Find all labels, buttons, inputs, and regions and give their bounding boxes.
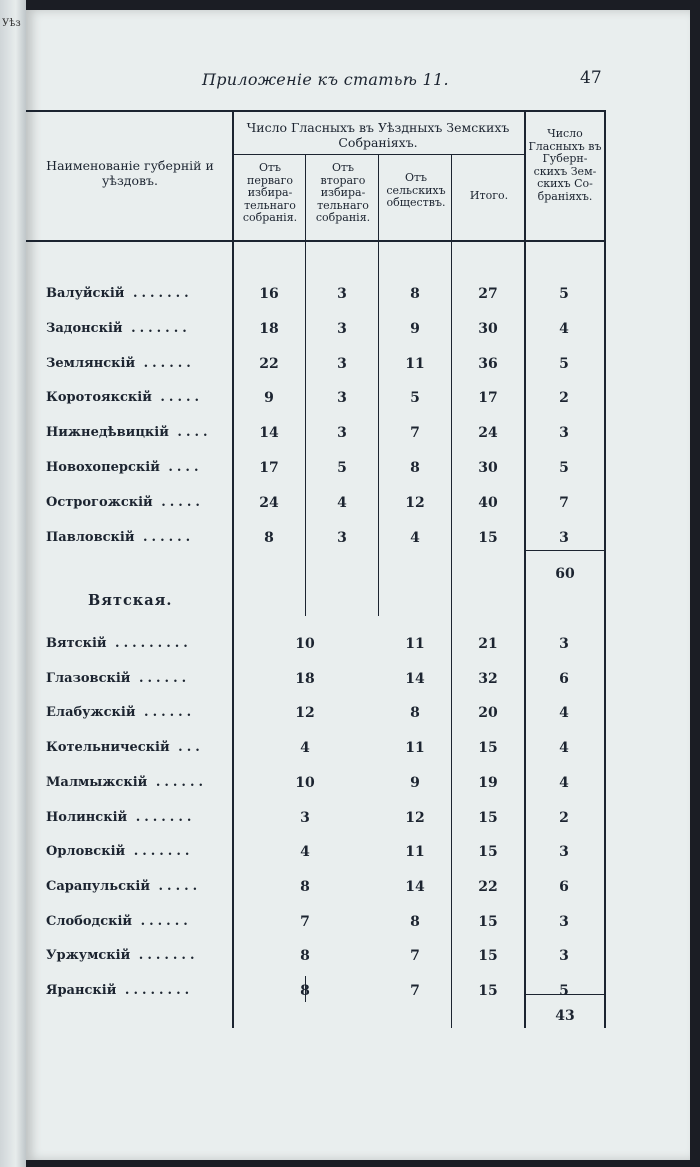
leader-dots: .......	[127, 809, 196, 825]
cell-gub: 7	[559, 494, 569, 511]
col-divider-4	[451, 154, 452, 1028]
row-name: Орловскiй .......	[46, 844, 194, 860]
left-page-edge	[0, 0, 26, 1167]
cell-total: 15	[478, 529, 498, 546]
cell-total: 24	[478, 425, 498, 442]
leader-dots: .......	[130, 948, 199, 964]
header-gubernia-assembly: Число Гласныхъ въ Губерн-скихъ Зем-скихъ Со-бранiяхъ.	[528, 127, 602, 203]
row-name: Слободскiй ......	[46, 913, 192, 929]
row-name: Яранскiй ........	[46, 983, 194, 998]
cell-total: 15	[478, 983, 498, 999]
header-bottom-rule	[26, 240, 604, 242]
row-name: Коротоякскiй .....	[46, 390, 204, 406]
row-name: Сарапульскiй .....	[46, 878, 202, 894]
cell-total: 30	[478, 460, 498, 476]
cell-total: 19	[478, 774, 498, 791]
cell-first: 8	[300, 878, 310, 895]
subtotal-section2: 43	[555, 1008, 575, 1024]
leader-dots: .........	[106, 636, 192, 651]
statistics-table	[26, 10, 690, 1160]
cell-first: 8	[300, 983, 310, 999]
cell-second: 3	[337, 286, 347, 302]
row-name: Котельническiй ...	[46, 740, 204, 756]
cell-gub: 4	[559, 705, 569, 722]
leader-dots: .....	[152, 494, 204, 510]
row-name: Землянскiй ......	[46, 355, 195, 371]
cell-total: 36	[478, 355, 498, 372]
row-name: Малмыжскiй ......	[46, 774, 208, 790]
subtotal-rule-1	[524, 550, 604, 551]
cell-gub: 5	[559, 355, 569, 372]
header-first-assembly: Отъ перваго избира-тельнаго собранiя.	[242, 161, 298, 224]
header-uezd-group: Число Гласныхъ въ Уѣздныхъ Земскихъ Собранiяхъ.	[246, 120, 510, 150]
cell-total: 22	[478, 878, 498, 895]
cell-gub: 3	[559, 425, 569, 442]
cell-rural: 7	[410, 425, 420, 442]
row-name: Нолинскiй .......	[46, 809, 196, 825]
running-head-title: Приложенiе къ статьѣ 11.	[202, 70, 449, 89]
subtotal-section1: 60	[555, 566, 575, 582]
col-divider-5	[524, 110, 526, 1028]
cell-gub: 4	[559, 320, 569, 337]
cell-gub: 3	[559, 529, 569, 546]
cell-total: 40	[478, 494, 498, 511]
cell-first: 17	[259, 460, 279, 476]
page-number: 47	[580, 68, 602, 88]
cell-second: 3	[337, 390, 347, 407]
leader-dots: ......	[130, 670, 191, 686]
leader-dots: .......	[122, 320, 191, 336]
cell-gub: 3	[559, 948, 569, 965]
cell-first: 8	[300, 948, 310, 965]
leader-dots: .......	[125, 844, 194, 860]
cell-first: 4	[300, 740, 310, 757]
cell-total: 30	[478, 320, 498, 337]
cell-total: 15	[478, 913, 498, 930]
row-name: Задонскiй .......	[46, 320, 191, 336]
cell-gub: 3	[559, 844, 569, 861]
cell-second: 3	[337, 355, 347, 372]
cell-rural: 14	[405, 670, 425, 687]
cell-rural: 8	[410, 286, 420, 302]
cell-gub: 5	[559, 286, 569, 302]
cell-gub: 3	[559, 636, 569, 652]
cell-rural: 7	[410, 983, 420, 999]
leader-dots: ....	[168, 425, 212, 441]
cell-rural: 11	[405, 636, 425, 652]
cell-gub: 6	[559, 670, 569, 687]
cell-total: 15	[478, 844, 498, 861]
leader-dots: ........	[116, 983, 194, 998]
cell-total: 15	[478, 948, 498, 965]
cell-first: 14	[259, 425, 279, 442]
cell-rural: 4	[410, 529, 420, 546]
cell-first: 7	[300, 913, 310, 930]
cell-first: 22	[259, 355, 279, 372]
header-second-assembly: Отъ втораго избира-тельнаго собранiя.	[315, 161, 371, 224]
cell-rural: 8	[410, 460, 420, 476]
header-name-column: Наименованiе губернiй и уѣздовъ.	[46, 158, 214, 188]
row-name: Глазовскiй ......	[46, 670, 191, 686]
row-name: Вятскiй .........	[46, 636, 192, 651]
cell-first: 18	[259, 320, 279, 337]
cell-first: 18	[295, 670, 315, 687]
cell-gub: 3	[559, 913, 569, 930]
cell-second: 3	[337, 425, 347, 442]
header-rural-societies: Отъ сельскихъ обществъ.	[386, 171, 446, 209]
row-name: Елабужскiй ......	[46, 705, 196, 721]
cell-first: 16	[259, 286, 279, 302]
leader-dots: ...	[169, 740, 204, 756]
cell-rural: 7	[410, 948, 420, 965]
cell-first: 4	[300, 844, 310, 861]
leader-dots: ......	[135, 705, 196, 721]
cell-total: 15	[478, 809, 498, 826]
cell-rural: 11	[405, 355, 425, 372]
cell-first: 10	[295, 774, 315, 791]
leader-dots: ......	[147, 774, 208, 790]
cell-rural: 11	[405, 844, 425, 861]
cell-rural: 11	[405, 740, 425, 757]
cell-second: 3	[337, 320, 347, 337]
row-name: Валуйскiй .......	[46, 286, 193, 301]
cell-second: 4	[337, 494, 347, 511]
book-page	[26, 10, 690, 1160]
cell-first: 9	[264, 390, 274, 407]
leader-dots: .....	[150, 878, 202, 894]
cell-gub: 2	[559, 390, 569, 407]
leader-dots: ......	[132, 913, 192, 929]
cell-total: 21	[478, 636, 498, 652]
col-divider-1	[232, 110, 234, 1028]
cell-rural: 12	[405, 809, 425, 826]
cell-second: 3	[337, 529, 347, 546]
row-name: Павловскiй ......	[46, 529, 195, 545]
cell-gub: 4	[559, 774, 569, 791]
row-name: Нижнедѣвицкiй ....	[46, 425, 212, 441]
leader-dots: ......	[135, 355, 195, 371]
cell-total: 17	[478, 390, 498, 407]
cell-first: 10	[295, 636, 315, 652]
cell-second: 5	[337, 460, 347, 476]
cell-gub: 2	[559, 809, 569, 826]
leader-dots: ....	[159, 460, 203, 475]
cell-first: 3	[300, 809, 310, 826]
cell-first: 8	[264, 529, 274, 546]
table-right-rule	[604, 110, 606, 1028]
cell-gub: 5	[559, 460, 569, 476]
leader-dots: .....	[151, 390, 204, 406]
cell-total: 15	[478, 740, 498, 757]
row-name: Острогожскiй .....	[46, 494, 204, 510]
cell-first: 12	[295, 705, 315, 722]
cell-rural: 14	[405, 878, 425, 895]
col-divider-3	[378, 154, 379, 616]
section-title: Вятская.	[88, 592, 173, 609]
leader-dots: ......	[134, 529, 195, 545]
left-edge-text: Уѣз	[2, 18, 21, 29]
table-top-rule	[26, 110, 604, 112]
header-total: Итого.	[469, 189, 509, 202]
cell-rural: 5	[410, 390, 420, 407]
cell-total: 27	[478, 286, 498, 302]
cell-first: 24	[259, 494, 279, 511]
cell-gub: 4	[559, 740, 569, 757]
row-name: Новохоперскiй ....	[46, 460, 203, 475]
cell-rural: 12	[405, 494, 425, 511]
cell-rural: 8	[410, 705, 420, 722]
cell-total: 32	[478, 670, 498, 687]
cell-gub: 5	[559, 983, 569, 999]
cell-rural: 9	[410, 320, 420, 337]
cell-gub: 6	[559, 878, 569, 895]
cell-total: 20	[478, 705, 498, 722]
row-name: Уржумскiй .......	[46, 948, 199, 964]
cell-rural: 8	[410, 913, 420, 930]
leader-dots: .......	[124, 286, 193, 301]
col-divider-2	[305, 154, 306, 616]
cell-rural: 9	[410, 774, 420, 791]
